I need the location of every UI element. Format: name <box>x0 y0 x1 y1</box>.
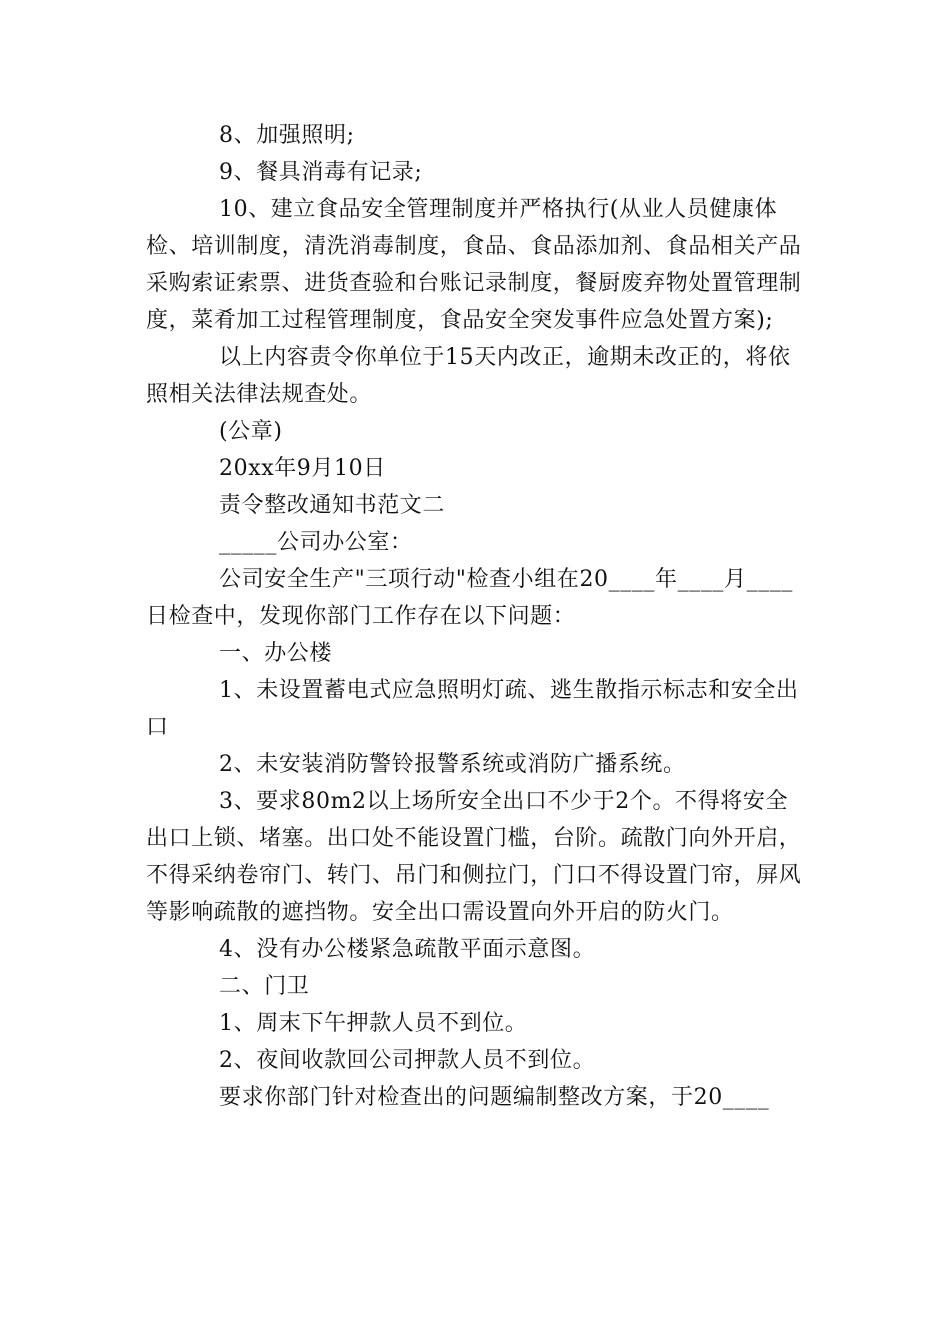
paragraph-seal: (公章) <box>219 419 283 444</box>
office-item-3: 3、要求80m2以上场所安全出口不少于2个。不得将安全出口上锁、堵塞。出口处不能设置门槛，台阶。疏散门向外开启，不得采纳卷帘门、转门、吊门和侧拉门，门口不得设置门帘，屏风等影响疏散的遮挡物。安全出口需设置向外开启的防火门。 <box>146 789 802 925</box>
document-body <box>146 117 804 1116</box>
section-title: 责令整改通知书范文二 <box>219 493 446 518</box>
subsection-office-building: 一、办公楼 <box>219 641 333 666</box>
paragraph-rectification-deadline: 以上内容责令你单位于15天内改正，逾期未改正的，将依照相关法律法规查处。 <box>146 345 791 407</box>
guard-item-1: 1、周末下午押款人员不到位。 <box>219 1011 528 1036</box>
addressee-line: _____公司办公室： <box>219 530 413 555</box>
paragraph-item-8: 8、加强照明; <box>219 123 355 148</box>
office-item-2: 2、未安装消防警铃报警系统或消防广播系统。 <box>219 752 686 777</box>
office-item-1: 1、未设置蓄电式应急照明灯疏、逃生散指示标志和安全出口 <box>146 678 799 740</box>
office-item-4: 4、没有办公楼紧急疏散平面示意图。 <box>219 937 596 962</box>
paragraph-date: 20xx年9月10日 <box>219 456 386 481</box>
subsection-guard: 二、门卫 <box>219 974 310 999</box>
paragraph-inspection-intro: 公司安全生产"三项行动"检查小组在20____年____月____日检查中，发现你部门工作存在以下问题： <box>146 567 794 629</box>
paragraph-item-10: 10、建立食品安全管理制度并严格执行(从业人员健康体检、培训制度，清洗消毒制度，食品、食品添加剂、食品相关产品采购索证索票、进货查验和台账记录制度，餐厨废弃物处置管理制度，菜肴加工过程管理制度，食品安全突发事件应急处置方案); <box>146 197 802 333</box>
paragraph-item-9: 9、餐具消毒有记录; <box>219 160 423 185</box>
guard-item-2: 2、夜间收款回公司押款人员不到位。 <box>219 1048 596 1073</box>
paragraph-rectification-plan: 要求你部门针对检查出的问题编制整改方案，于20____ <box>219 1085 770 1110</box>
